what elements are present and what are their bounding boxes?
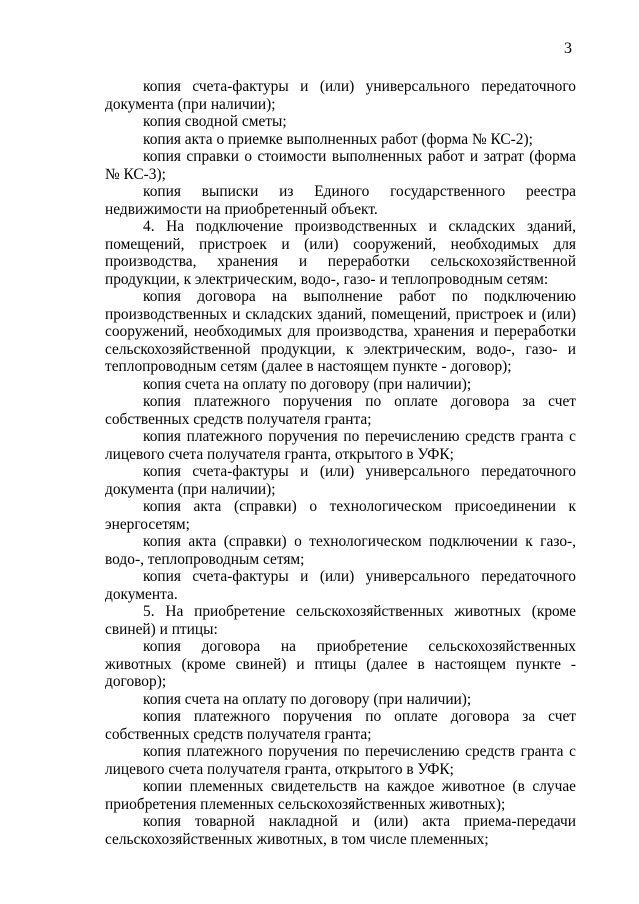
paragraph: копия счета-фактуры и (или) универсального передаточного документа (при наличии); <box>105 463 576 498</box>
paragraph: копия счета на оплату по договору (при наличии); <box>143 690 472 708</box>
paragraph: копия договора на выполнение работ по подключению производственных и складских зданий, помещений, пристроек и (или) сооружений, необходимых для производства, хранения и переработки сельскохозяйственной продукции, к электрическим, водо-, газо- и теплопроводным сетям (далее в настоящем пункте - договор); <box>105 288 576 375</box>
paragraph: копии племенных свидетельств на каждое животное (в случае приобретения племенных сельскохозяйственных животных); <box>105 778 576 813</box>
paragraph: 4. На подключение производственных и складских зданий, помещений, пристроек и (или) сооружений, необходимых для производства, хранения и переработки сельскохозяйственной продукции, к электрическим, водо-, газо- и теплопроводным сетям: <box>105 218 576 288</box>
paragraph: копия справки о стоимости выполненных работ и затрат (форма № КС-3); <box>105 148 576 183</box>
paragraph: копия выписки из Единого государственного реестра недвижимости на приобретенный объект. <box>105 183 576 218</box>
paragraph: копия счета на оплату по договору (при наличии); <box>143 375 472 393</box>
paragraph: копия платежного поручения по оплате договора за счет собственных средств получателя гранта; <box>105 393 576 428</box>
paragraph: 5. На приобретение сельскохозяйственных животных (кроме свиней) и птицы: <box>105 603 576 638</box>
paragraph: копия акта (справки) о технологическом присоединении к энергосетям; <box>105 498 576 533</box>
page-number: 3 <box>564 40 572 57</box>
paragraph: копия договора на приобретение сельскохозяйственных животных (кроме свиней) и птицы (далее в настоящем пункте - договор); <box>105 638 576 690</box>
document-body <box>105 78 576 848</box>
paragraph: копия платежного поручения по перечислению средств гранта с лицевого счета получателя гранта, открытого в УФК; <box>105 743 576 778</box>
paragraph: копия счета-фактуры и (или) универсального передаточного документа (при наличии); <box>105 78 576 113</box>
paragraph: копия платежного поручения по перечислению средств гранта с лицевого счета получателя гранта, открытого в УФК; <box>105 428 576 463</box>
paragraph: копия товарной накладной и (или) акта приема-передачи сельскохозяйственных животных, в том числе племенных; <box>105 813 576 848</box>
paragraph: копия акта (справки) о технологическом подключении к газо-, водо-, теплопроводным сетям; <box>105 533 576 568</box>
paragraph: копия платежного поручения по оплате договора за счет собственных средств получателя гранта; <box>105 708 576 743</box>
paragraph: копия счета-фактуры и (или) универсального передаточного документа. <box>105 568 576 603</box>
paragraph: копия акта о приемке выполненных работ (форма № КС-2); <box>143 130 533 148</box>
paragraph: копия сводной сметы; <box>143 113 287 130</box>
